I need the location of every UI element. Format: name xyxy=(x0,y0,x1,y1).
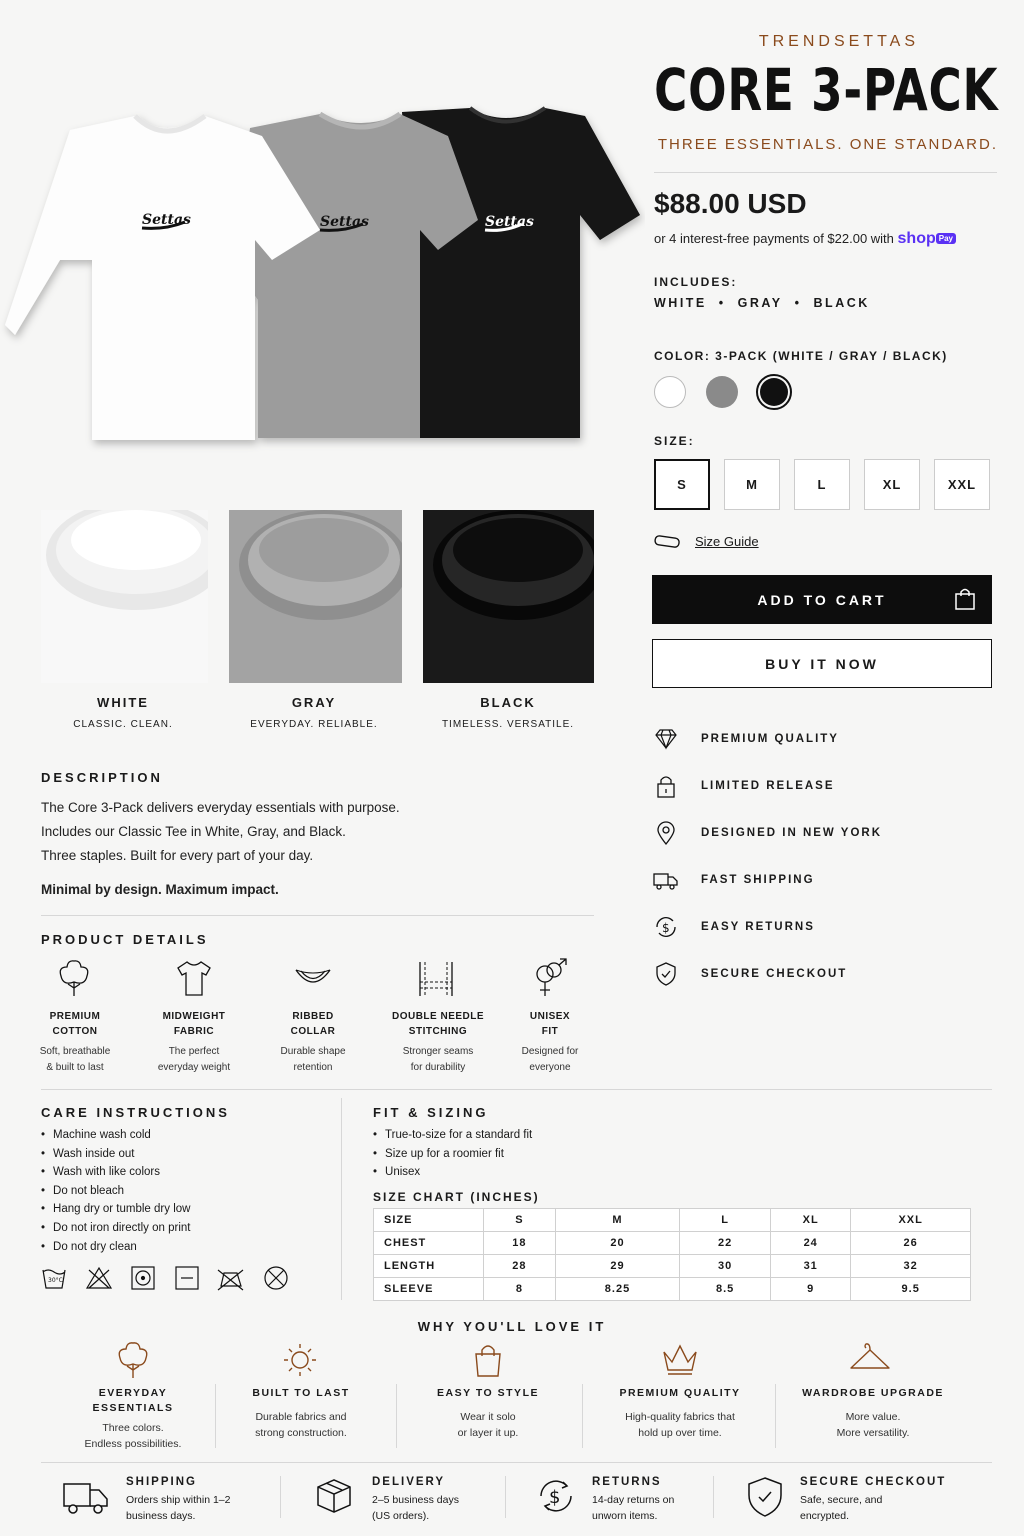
size-xxl[interactable]: XXL xyxy=(934,459,990,510)
svg-text:$: $ xyxy=(662,921,670,935)
detail-double-needle: DOUBLE NEEDLE STITCHING Stronger seams for durability xyxy=(391,1011,485,1073)
footer-shipping: SHIPPING Orders ship within 1–2 business days. xyxy=(62,1476,230,1524)
fit-list: • True-to-size for a standard fit • Size up for a roomier fit • Unisex xyxy=(373,1126,532,1182)
divider xyxy=(41,915,594,916)
divider xyxy=(582,1384,583,1448)
table-row: SIZE S M L XL XXL xyxy=(374,1209,971,1232)
lock-icon xyxy=(653,773,679,799)
location-pin-icon xyxy=(653,820,679,846)
feature-secure-checkout: SECURE CHECKOUT xyxy=(653,959,993,989)
svg-text:$: $ xyxy=(549,1487,561,1508)
thumb-caption-black: BLACK TIMELESS. VERSATILE. xyxy=(441,695,575,730)
divider xyxy=(341,1098,342,1300)
thumb-black[interactable] xyxy=(423,510,594,683)
includes-list: WHITE • GRAY • BLACK xyxy=(654,296,870,310)
bag-icon xyxy=(472,1342,504,1378)
feature-limited-release: LIMITED RELEASE xyxy=(653,771,993,801)
returns-icon xyxy=(653,914,679,940)
truck-icon xyxy=(62,1478,110,1516)
color-label: COLOR: 3-PACK (WHITE / GRAY / BLACK) xyxy=(654,349,948,363)
product-details-heading: PRODUCT DETAILS xyxy=(41,932,209,947)
divider xyxy=(505,1476,506,1518)
feature-easy-returns: $ EASY RETURNS xyxy=(653,912,993,942)
cotton-icon xyxy=(114,1340,152,1380)
size-chart-heading: SIZE CHART (INCHES) xyxy=(373,1190,540,1204)
why-everyday-essentials: EVERYDAY ESSENTIALS Three colors. Endless possibilities. xyxy=(84,1387,182,1450)
feature-premium-quality: PREMIUM QUALITY xyxy=(653,724,993,754)
collar-icon xyxy=(293,960,333,996)
footer-returns: $ RETURNS 14-day returns on unworn items. xyxy=(536,1476,674,1524)
divider xyxy=(41,1462,992,1463)
why-wardrobe-upgrade: WARDROBE UPGRADE More value. More versatility. xyxy=(802,1387,944,1439)
why-premium-quality: PREMIUM QUALITY High-quality fabrics that hold up over time. xyxy=(619,1387,741,1439)
description-line-2: Includes our Classic Tee in White, Gray, and Black. xyxy=(41,824,346,839)
why-easy-to-style: EASY TO STYLE Wear it solo or layer it up. xyxy=(437,1387,539,1439)
hang-dry-icon xyxy=(176,1267,198,1289)
table-row: LENGTH 28 29 30 31 32 xyxy=(374,1255,971,1278)
returns-icon xyxy=(536,1476,576,1516)
divider xyxy=(280,1476,281,1518)
feature-designed-in-new-york: DESIGNED IN NEW YORK xyxy=(653,818,993,848)
stitching-icon xyxy=(416,960,456,998)
price: $88.00 USD xyxy=(654,188,807,219)
table-row: SLEEVE 8 8.25 8.5 9 9.5 xyxy=(374,1278,971,1301)
sun-icon xyxy=(282,1342,318,1378)
why-built-to-last: BUILT TO LAST Durable fabrics and strong construction. xyxy=(252,1387,350,1439)
swatch-black-selected[interactable] xyxy=(756,374,792,410)
size-s[interactable]: S xyxy=(654,459,710,510)
description-line-1: The Core 3-Pack delivers everyday essentials with purpose. xyxy=(41,800,400,815)
why-heading: WHY YOU'LL LOVE IT xyxy=(417,1319,607,1334)
size-guide-link[interactable]: Size Guide xyxy=(695,534,759,549)
swatch-gray[interactable] xyxy=(706,376,738,408)
detail-unisex-fit: UNISEX FIT Designed for everyone xyxy=(521,1011,579,1073)
divider xyxy=(654,172,997,173)
white-tee-logo: Settas xyxy=(142,212,191,228)
detail-ribbed-collar: RIBBED COLLAR Durable shape retention xyxy=(280,1011,346,1073)
buy-it-now-button[interactable]: BUY IT NOW xyxy=(652,639,992,688)
hanger-icon xyxy=(848,1340,892,1376)
cotton-icon xyxy=(55,958,93,998)
add-to-cart-button[interactable]: ADD TO CART xyxy=(652,575,992,624)
footer-delivery: DELIVERY 2–5 business days (US orders). xyxy=(314,1476,459,1524)
thumb-caption-white: WHITE CLASSIC. CLEAN. xyxy=(73,695,173,730)
installments: or 4 interest-free payments of $22.00 with shop Pay xyxy=(654,230,956,248)
table-row: CHEST 18 20 22 24 26 xyxy=(374,1232,971,1255)
gray-tee-logo: Settas xyxy=(320,214,369,230)
product-title: CORE 3-PACK xyxy=(653,56,998,124)
crown-icon xyxy=(660,1342,700,1376)
detail-midweight-fabric: MIDWEIGHT FABRIC The perfect everyday weight xyxy=(157,1011,231,1073)
care-heading: CARE INSTRUCTIONS xyxy=(41,1105,230,1120)
size-chart-table xyxy=(373,1208,971,1301)
detail-premium-cotton: PREMIUM COTTON Soft, breathable & built to last xyxy=(39,1011,111,1073)
divider xyxy=(775,1384,776,1448)
size-l[interactable]: L xyxy=(794,459,850,510)
hero-tshirts-image xyxy=(0,100,645,460)
shield-icon xyxy=(653,961,679,987)
box-icon xyxy=(314,1476,354,1516)
fit-heading: FIT & SIZING xyxy=(373,1105,489,1120)
divider xyxy=(41,1089,992,1090)
unisex-icon xyxy=(530,958,570,1000)
footer-secure-checkout: SECURE CHECKOUT Safe, secure, and encrypted. xyxy=(746,1476,946,1524)
truck-icon xyxy=(653,867,679,893)
swatch-white[interactable] xyxy=(654,376,686,408)
brand-name: TRENDSETTAS xyxy=(758,33,919,50)
thumb-caption-gray: GRAY EVERYDAY. RELIABLE. xyxy=(250,695,378,730)
feature-fast-shipping: FAST SHIPPING xyxy=(653,865,993,895)
shop-pay-logo: shop Pay xyxy=(898,230,956,247)
ruler-icon xyxy=(653,534,681,550)
size-label: SIZE: xyxy=(654,434,695,448)
tumble-dry-icon xyxy=(132,1267,154,1289)
thumb-gray[interactable] xyxy=(229,510,402,683)
description-bold: Minimal by design. Maximum impact. xyxy=(41,882,279,897)
shopping-bag-icon xyxy=(954,587,976,611)
description-heading: DESCRIPTION xyxy=(41,770,163,785)
care-symbols xyxy=(41,1264,301,1292)
no-bleach-icon xyxy=(87,1268,111,1288)
includes-label: INCLUDES: xyxy=(654,275,738,289)
diamond-icon xyxy=(653,726,679,752)
tshirt-icon xyxy=(174,958,214,998)
svg-text:30°C: 30°C xyxy=(48,1277,63,1284)
care-list: • Machine wash cold • Wash inside out • Wash with like colors • Do not bleach • Hang dry or tumble dry low • Do not iron directly on print • Do not dry clean xyxy=(41,1126,190,1256)
black-tee-logo: Settas xyxy=(485,214,534,230)
description-line-3: Three staples. Built for every part of your day. xyxy=(41,848,314,863)
no-iron-icon xyxy=(218,1270,243,1290)
shield-icon xyxy=(746,1476,784,1518)
tagline: THREE ESSENTIALS. ONE STANDARD. xyxy=(657,136,998,153)
no-dry-clean-icon xyxy=(265,1267,287,1289)
thumb-white[interactable] xyxy=(41,510,208,683)
divider xyxy=(396,1384,397,1448)
divider xyxy=(713,1476,714,1518)
size-m[interactable]: M xyxy=(724,459,780,510)
size-xl[interactable]: XL xyxy=(864,459,920,510)
